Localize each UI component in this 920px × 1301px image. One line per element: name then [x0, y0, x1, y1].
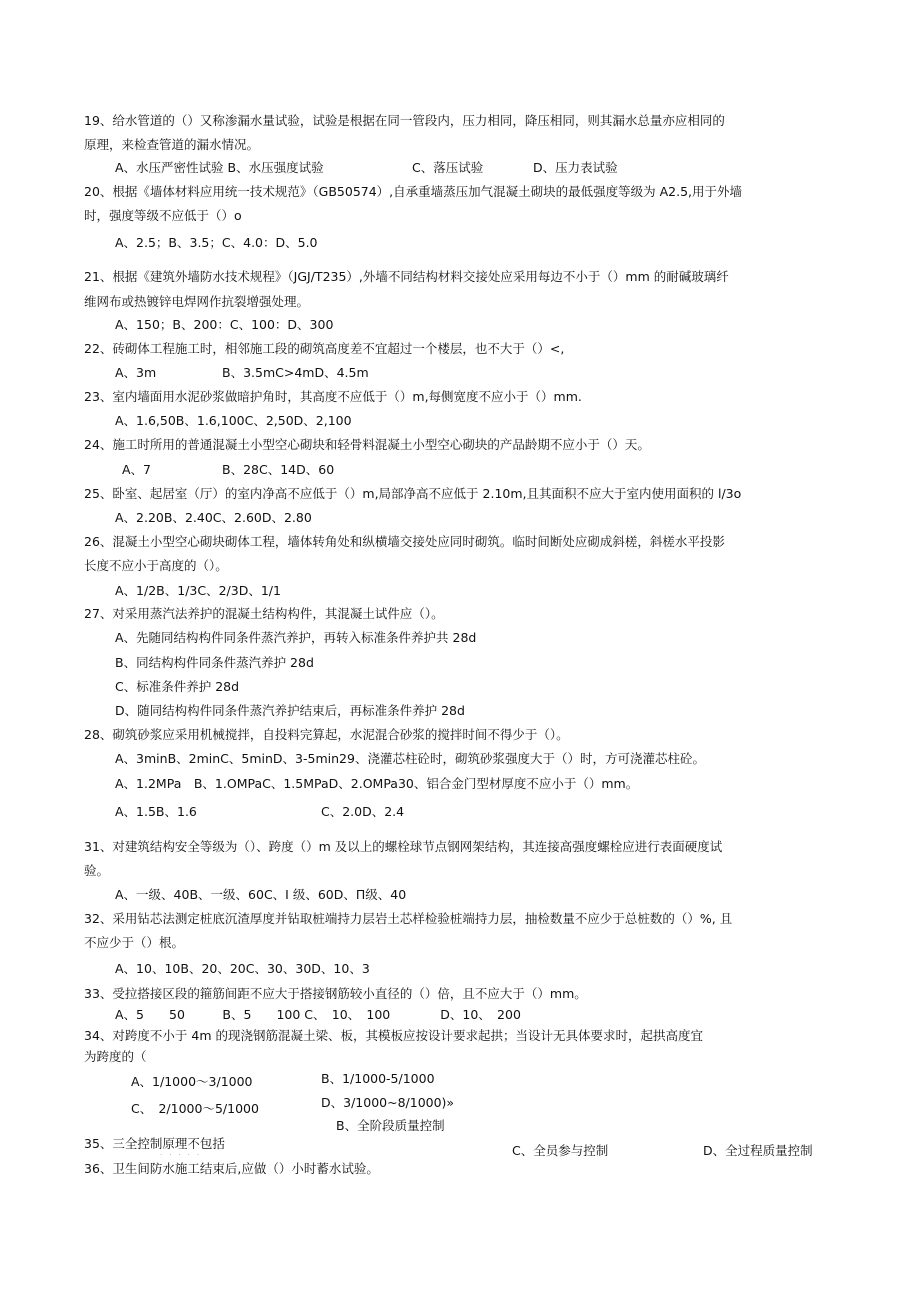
- q34-stem-line2: 为跨度的（: [84, 1049, 147, 1064]
- q21-stem-line1: 21、根据《建筑外墙防水技术规程》（JGJ/T235）,外墙不同结构材料交接处应采用每边不小于（）mm 的耐碱玻璃纤: [84, 269, 729, 284]
- q28-options-q29-stem: A、3minB、2minC、5minD、3-5min29、浇灌芯柱砼时，砌筑砂浆强度大于（）时，方可浇灌芯柱砼。: [115, 751, 705, 766]
- q27-option-d: D、随同结构构件同条件蒸汽养护结束后，再标准条件养护 28d: [115, 703, 465, 718]
- q26-stem-line2: 长度不应小于高度的（）。: [84, 558, 228, 573]
- q24-stem: 24、施工时所用的普通混凝土小型空心砌块和轻骨料混凝土小型空心砌块的产品龄期不应小于（）天。: [84, 437, 650, 452]
- q35-print-residue: · · · · ·: [160, 1151, 200, 1159]
- q33-options: A、5 50 B、5 100 C、 10、 100 D、10、 200: [115, 1007, 521, 1022]
- q32-options: A、10、10B、20、20C、30、30D、10、3: [115, 961, 370, 976]
- q20-options: A、2.5；B、3.5；C、4.0：D、5.0: [115, 235, 318, 250]
- q24-options-bcd: B、28C、14D、60: [222, 462, 335, 477]
- q28-stem: 28、砌筑砂浆应采用机械搅拌，自投料完算起，水泥混合砂浆的搅拌时间不得少于（）。: [84, 727, 569, 742]
- q30-options-cd: C、2.0D、2.4: [321, 804, 405, 819]
- q35-option-b: B、全阶段质量控制: [336, 1118, 445, 1133]
- q31-stem-line1: 31、对建筑结构安全等级为（）、跨度（）m 及以上的螺栓球节点钢网架结构，其连接高强度螺栓应进行表面硬度试: [84, 839, 723, 854]
- q32-stem-line2: 不应少于（）根。: [84, 935, 185, 950]
- q26-options: A、1/2B、1/3C、2/3D、1/1: [115, 583, 281, 598]
- q27-option-a: A、先随同结构构件同条件蒸汽养护，再转入标准条件养护共 28d: [115, 630, 477, 645]
- q19-stem-line1: 19、给水管道的（）又称渗漏水量试验，试验是根据在同一管段内，压力相同，降压相同，则其漏水总量亦应相同的: [84, 113, 725, 128]
- q34-option-c: C、 2/1000～5/1000: [131, 1101, 259, 1116]
- q32-stem-line1: 32、采用钻芯法测定桩底沉渣厚度并钻取桩端持力层岩土芯样检验桩端持力层，抽检数量不应少于总桩数的（）%, 且: [84, 911, 733, 926]
- q22-stem: 22、砖砌体工程施工时，相邻施工段的砌筑高度差不宜超过一个楼层，也不大于（）<,: [84, 341, 565, 356]
- q36-stem: 36、卫生间防水施工结束后,应做（）小时蓄水试验。: [84, 1161, 379, 1176]
- q30-options-ab: A、1.5B、1.6: [115, 804, 197, 819]
- q34-stem-line1: 34、对跨度不小于 4m 的现浇钢筋混凝土梁、板，其模板应按设计要求起拱；当设计无具体要求时，起拱高度宜: [84, 1028, 703, 1043]
- q34-option-a: A、1/1000～3/1000: [131, 1074, 253, 1089]
- q27-option-b: B、同结构构件同条件蒸汽养护 28d: [115, 655, 314, 670]
- q19-option-c: C、落压试验: [412, 160, 484, 175]
- q31-options: A、一级、40B、一级、60C、I 级、60D、Π级、40: [115, 887, 407, 902]
- q35-option-c: C、全员参与控制: [512, 1143, 609, 1158]
- q20-stem-line1: 20、根据《墙体材料应用统一技术规范》（GB50574）,自承重墙蒸压加气混凝土砌块的最低强度等级为 A2.5,用于外墙: [84, 184, 743, 199]
- q20-stem-line2: 时，强度等级不应低于（）o: [84, 208, 242, 223]
- q35-option-d: D、全过程质量控制: [703, 1143, 813, 1158]
- q23-stem: 23、室内墙面用水泥砂浆做暗护角时，其高度不应低于（）m,每侧宽度不应小于（）mm.: [84, 389, 582, 404]
- q22-option-a: A、3m: [115, 365, 157, 380]
- q21-stem-line2: 维网布或热镀锌电焊网作抗裂增强处理。: [84, 294, 310, 309]
- q22-options-bcd: B、3.5mC>4mD、4.5m: [222, 365, 369, 380]
- q27-option-c: C、标准条件养护 28d: [115, 679, 240, 694]
- q19-option-d: D、压力表试验: [533, 160, 618, 175]
- q25-options: A、2.20B、2.40C、2.60D、2.80: [115, 510, 312, 525]
- q34-option-d: D、3/1000~8/1000)»: [321, 1095, 455, 1110]
- q21-options: A、150；B、200：C、100：D、300: [115, 317, 334, 332]
- q24-option-a: A、7: [122, 462, 152, 477]
- q19-options-ab: A、水压严密性试验 B、水压强度试验: [115, 160, 324, 175]
- q29-options-q30-stem: A、1.2MPa B、1.OMPaC、1.5MPaD、2.OMPa30、铝合金门型材厚度不应小于（）mm。: [115, 776, 639, 791]
- q26-stem-line1: 26、混凝土小型空心砌块砌体工程，墙体转角处和纵横墙交接处应同时砌筑。临时间断处应砌成斜槎，斜槎水平投影: [84, 534, 725, 549]
- q33-stem: 33、受拉搭接区段的箍筋间距不应大于搭接钢筋较小直径的（）倍，且不应大于（）mm。: [84, 986, 587, 1001]
- q25-stem: 25、卧室、起居室（厅）的室内净高不应低于（）m,局部净高不应低于 2.10m,且其面积不应大于室内使用面积的 l/3o: [84, 486, 742, 501]
- q19-stem-line2: 原理，来检查管道的漏水情况。: [84, 137, 260, 152]
- q35-stem: 35、三全控制原理不包括: [84, 1136, 225, 1151]
- q27-stem: 27、对采用蒸汽法养护的混凝土结构构件，其混凝土试件应（）。: [84, 606, 444, 621]
- q34-option-b: B、1/1000-5/1000: [321, 1071, 435, 1086]
- q23-options: A、1.6,50B、1.6,100C、2,50D、2,100: [115, 413, 352, 428]
- q31-stem-line2: 验。: [84, 863, 110, 878]
